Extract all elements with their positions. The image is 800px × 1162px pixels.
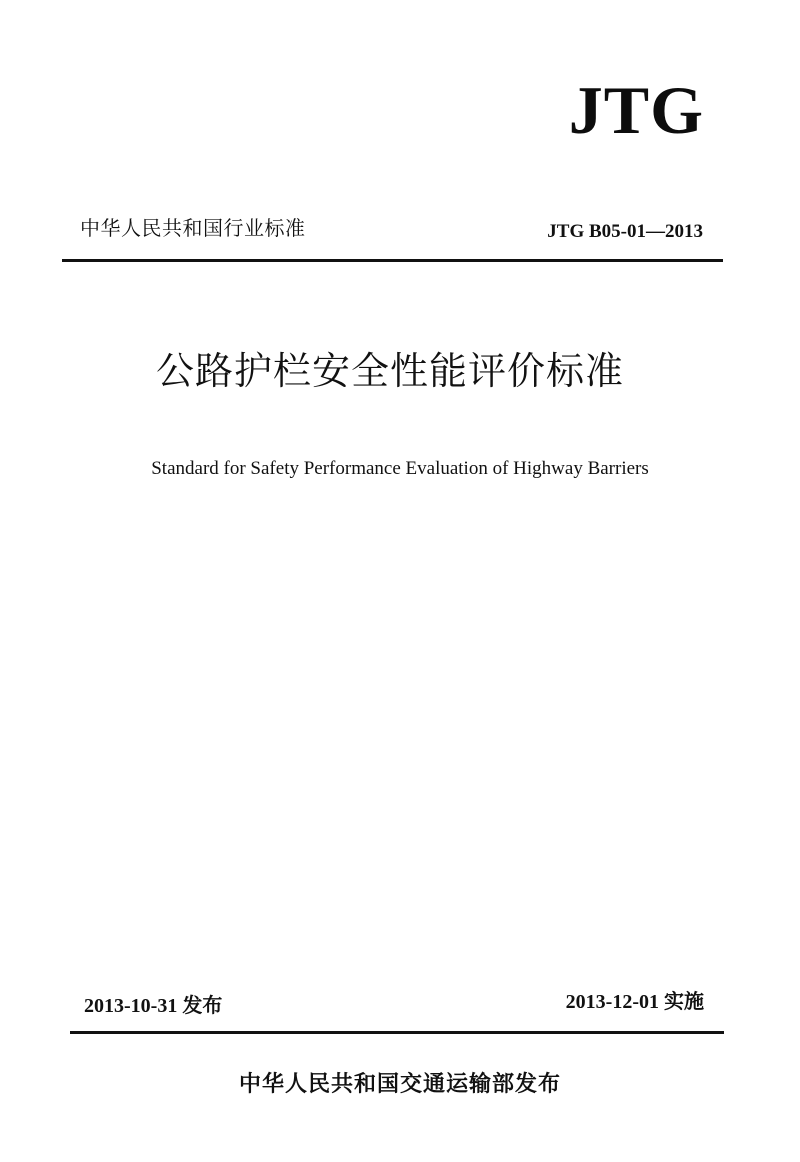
standard-category: 中华人民共和国行业标准 [80,216,306,240]
standard-code: JTG B05-01—2013 [547,221,703,242]
footer-divider [70,1031,724,1034]
header-divider [62,259,723,262]
document-title-chinese: 公路护栏安全性能评价标准 [155,349,624,393]
implementation-date: 2013-12-01 实施 [565,991,704,1013]
jtg-logo: JTG [568,72,704,148]
document-title-english: Standard for Safety Performance Evaluation of Highway Barriers [151,458,649,479]
issue-date: 2013-10-31 发布 [84,995,223,1017]
issuing-authority: 中华人民共和国交通运输部发布 [238,1072,561,1097]
